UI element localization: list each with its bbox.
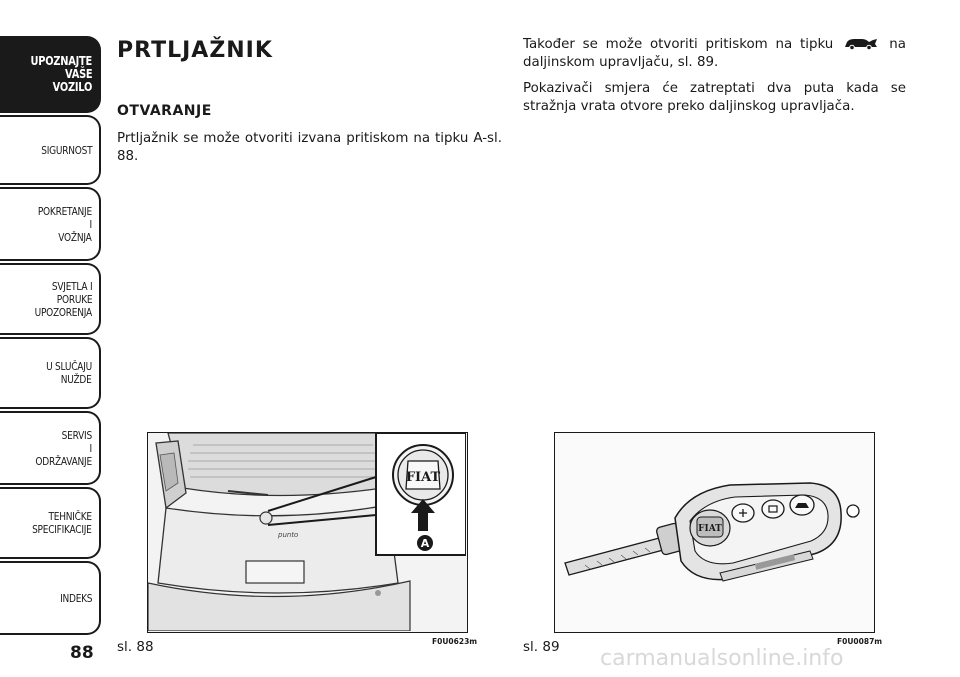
paragraph-opening-outside: Prtljažnik se može otvoriti izvana pritiskom na tipku A-sl. 88. [117,131,502,164]
tab-line: VOŽNJA [58,230,92,244]
page-number: 88 [70,643,94,663]
tab-line: PORUKE [56,292,92,306]
figure-89-code: F0U0087m [837,637,883,646]
section-title: PRTLJAŽNIK [117,38,273,63]
figure-88-code: F0U0623m [432,637,478,646]
tab-tehnicke-specifikacije[interactable] [0,487,101,559]
tab-line: SERVIS [61,428,92,442]
tab-pokretanje-i-voznja[interactable] [0,187,101,261]
watermark: carmanualsonline.info [600,646,844,671]
tab-line: SIGURNOST [40,143,92,157]
tab-line: SPECIFIKACIJE [32,523,92,536]
figure-89-caption: sl. 89 [523,639,560,655]
remote-key-illustration [555,433,873,631]
figure-88-caption: sl. 88 [117,639,154,655]
tab-line: INDEKS [59,591,92,605]
tab-line: TEHNIČKE [48,510,92,523]
tab-indeks[interactable] [0,561,101,635]
tab-line: POKRETANJE [37,204,92,218]
figure-89 [554,432,875,633]
tab-line: UPOZNAJTE [30,54,92,68]
key-fiat-logo-text: FIAT [698,524,722,534]
car-rear-illustration [148,433,466,631]
tab-sigurnost[interactable] [0,115,101,185]
paragraph-turn-signals: Pokazivači smjera će zatreptati dva puta kada se stražnja vrata otvore preko daljinskog upravljača. [523,81,906,114]
paragraph-text-before: Također se može otvoriti pritiskom na tipku [523,37,834,52]
tab-line: VOZILO [52,80,92,94]
tab-line: NUŽDE [61,373,92,386]
callout-a-label: A [420,537,430,550]
tab-u-slucaju-nuzde[interactable] [0,337,101,409]
tab-line: UPOZORENJA [34,305,92,319]
section-subtitle: OTVARANJE [117,103,212,119]
paragraph-text-after: na daljinskom upravljaču, sl. 89. [523,37,906,70]
figure-88 [147,432,468,633]
tab-line: ODRŽAVANJE [35,454,92,468]
tab-line: VAŠE [64,67,92,81]
tab-svjetla-i-poruke-upozorenja[interactable] [0,263,101,335]
tab-line: I [89,217,92,231]
tab-upoznajte-vase-vozilo[interactable] [0,36,101,113]
fiat-logo-text: FIAT [405,470,441,485]
tab-line: I [89,441,92,455]
svg-text:punto: punto [278,531,299,539]
car-trunk-icon [843,36,879,50]
paragraph-remote-opening [523,36,906,72]
tab-line: SVJETLA I [51,279,92,293]
tab-servis-i-odrzavanje[interactable] [0,411,101,485]
tab-line: U SLUČAJU [46,360,92,373]
